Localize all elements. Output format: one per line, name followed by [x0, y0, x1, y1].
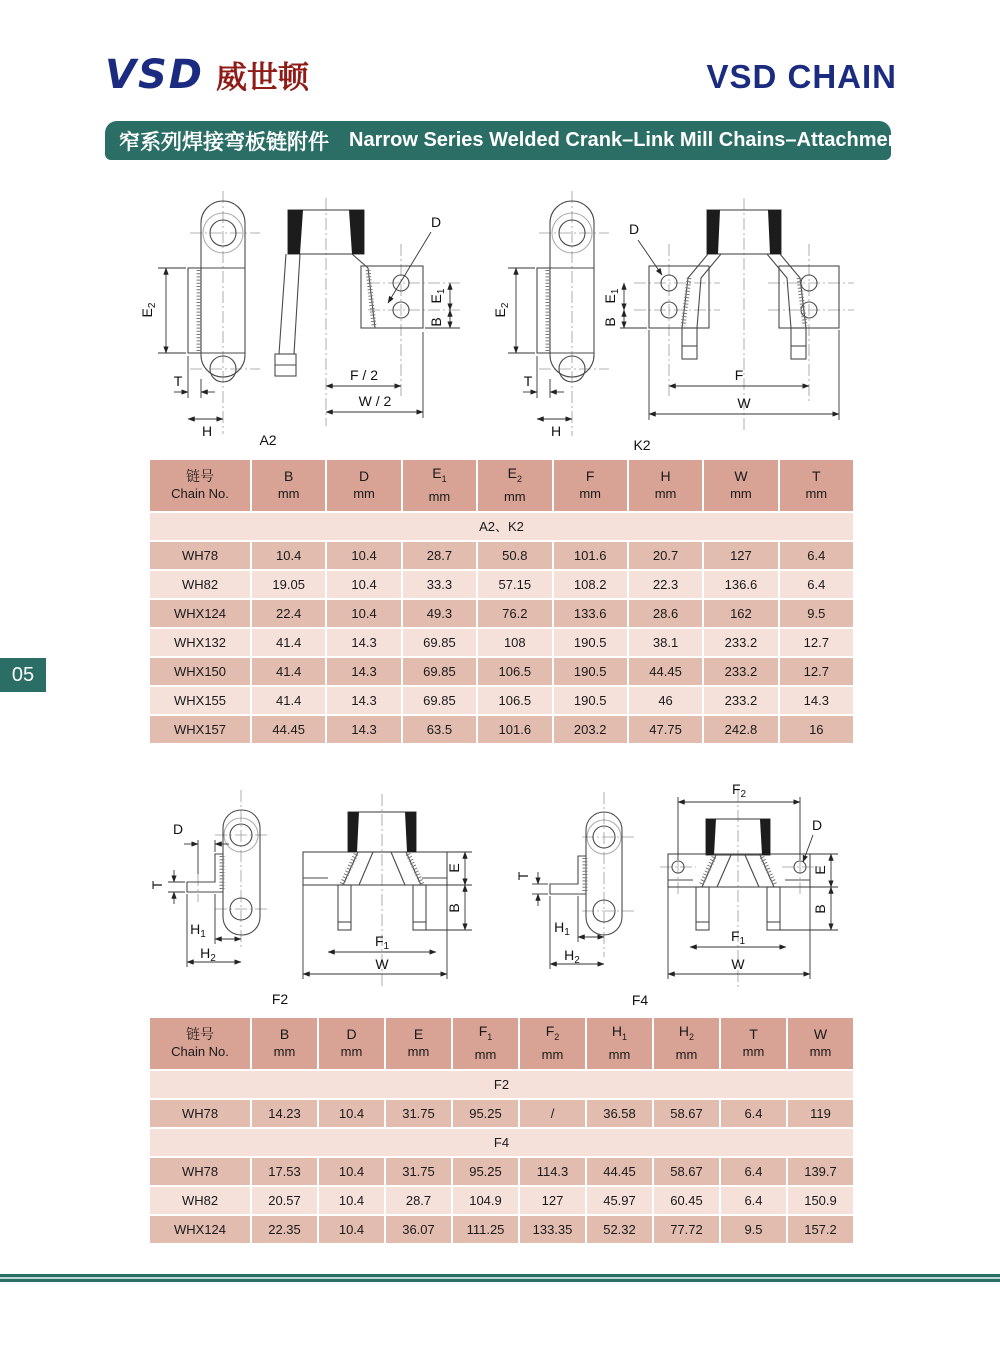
column-header: E mm	[386, 1018, 451, 1069]
data-row	[150, 571, 853, 598]
value-cell: 190.5	[554, 629, 627, 656]
dim-label-h: H	[201, 423, 213, 439]
value-cell: 106.5	[478, 687, 551, 714]
value-cell: 41.4	[252, 687, 325, 714]
data-row	[150, 600, 853, 627]
value-cell: 69.85	[403, 658, 476, 685]
value-cell: 9.5	[780, 600, 853, 627]
dim-label-t: T	[523, 373, 533, 389]
footer-rule	[0, 1274, 1000, 1282]
diagram-label-f2: F2	[271, 991, 289, 1007]
value-cell: 95.25	[453, 1100, 518, 1127]
value-cell: 20.7	[629, 542, 702, 569]
section-label: F2	[150, 1071, 853, 1098]
f4-diagram	[500, 772, 880, 1012]
value-cell: 22.3	[629, 571, 702, 598]
value-cell: 22.4	[252, 600, 325, 627]
value-cell: 77.72	[654, 1216, 719, 1243]
value-cell: 10.4	[319, 1216, 384, 1243]
value-cell: 242.8	[704, 716, 777, 743]
column-header: T mm	[721, 1018, 786, 1069]
value-cell: 31.75	[386, 1158, 451, 1185]
dim-label-f2: $F_2$	[731, 781, 747, 800]
dim-label-h1: $H_1$	[190, 921, 206, 940]
value-cell: 22.35	[252, 1216, 317, 1243]
dim-label-h2: $H_2$	[564, 947, 580, 966]
dim-label-d: D	[628, 221, 640, 237]
value-cell: 133.6	[554, 600, 627, 627]
section-banner	[105, 121, 918, 160]
value-cell: 58.67	[654, 1100, 719, 1127]
dim-label-w: W	[731, 956, 745, 972]
value-cell: 36.58	[587, 1100, 652, 1127]
value-cell: 14.3	[327, 716, 400, 743]
a2k2-spec-table	[148, 458, 855, 745]
value-cell: 69.85	[403, 687, 476, 714]
value-cell: 50.8	[478, 542, 551, 569]
value-cell: 6.4	[721, 1100, 786, 1127]
f2f4-spec-table	[148, 1016, 855, 1245]
value-cell: 57.15	[478, 571, 551, 598]
column-header: 链号 Chain No.	[150, 460, 250, 511]
value-cell: 20.57	[252, 1187, 317, 1214]
value-cell: 114.3	[520, 1158, 585, 1185]
value-cell: 12.7	[780, 629, 853, 656]
value-cell: 101.6	[554, 542, 627, 569]
dim-label-e1: $E_1$	[428, 288, 447, 304]
chain-no-cell: WHX150	[150, 658, 250, 685]
value-cell: 10.4	[319, 1100, 384, 1127]
logo-chinese-text: 威世顿	[215, 60, 309, 95]
dim-label-t: T	[515, 871, 531, 881]
value-cell: 10.4	[319, 1158, 384, 1185]
value-cell: 6.4	[721, 1187, 786, 1214]
data-row	[150, 658, 853, 685]
diagram-label-f4: F4	[631, 992, 649, 1008]
value-cell: 49.3	[403, 600, 476, 627]
dim-label-d: D	[811, 817, 823, 833]
value-cell: 47.75	[629, 716, 702, 743]
column-header: $F_2$ mm	[520, 1018, 585, 1069]
dim-label-b: B	[812, 904, 828, 914]
value-cell: 45.97	[587, 1187, 652, 1214]
data-row	[150, 1100, 853, 1127]
dimension-lines	[532, 797, 838, 979]
dimension-lines	[158, 232, 460, 419]
value-cell: 106.5	[478, 658, 551, 685]
header	[105, 52, 897, 98]
value-cell: 28.7	[386, 1187, 451, 1214]
vsd-logo	[105, 52, 309, 98]
dim-label-h1: $H_1$	[554, 919, 570, 938]
value-cell: 44.45	[252, 716, 325, 743]
dim-label-b: B	[428, 317, 444, 327]
section-row	[150, 1129, 853, 1156]
column-header: W mm	[704, 460, 777, 511]
value-cell: 63.5	[403, 716, 476, 743]
centerlines	[582, 790, 823, 987]
dim-label-b: B	[446, 903, 462, 913]
data-row	[150, 629, 853, 656]
value-cell: 19.05	[252, 571, 325, 598]
value-cell: 10.4	[327, 542, 400, 569]
value-cell: 76.2	[478, 600, 551, 627]
dim-label-t: T	[149, 880, 165, 890]
banner-title-cn: 窄系列焊接弯板链附件	[119, 130, 329, 154]
data-row	[150, 1158, 853, 1185]
value-cell: 52.32	[587, 1216, 652, 1243]
value-cell: 10.4	[327, 571, 400, 598]
value-cell: 46	[629, 687, 702, 714]
centerlines	[539, 191, 854, 436]
value-cell: 14.3	[780, 687, 853, 714]
brand-title: VSD CHAIN	[706, 58, 897, 95]
value-cell: 58.67	[654, 1158, 719, 1185]
centerlines	[190, 191, 460, 434]
f2-diagram	[130, 782, 500, 1012]
value-cell: 9.5	[721, 1216, 786, 1243]
value-cell: 104.9	[453, 1187, 518, 1214]
value-cell: 16	[780, 716, 853, 743]
dim-label-w: W	[375, 956, 389, 972]
diagram-label-k2: K2	[633, 437, 651, 453]
value-cell: 233.2	[704, 687, 777, 714]
value-cell: 133.35	[520, 1216, 585, 1243]
dim-label-f1: $F_1$	[374, 933, 390, 952]
value-cell: 6.4	[780, 571, 853, 598]
dim-label-f1: $F_1$	[730, 928, 746, 947]
value-cell: 14.3	[327, 658, 400, 685]
value-cell: 28.6	[629, 600, 702, 627]
column-header: W mm	[788, 1018, 853, 1069]
value-cell: 10.4	[319, 1187, 384, 1214]
value-cell: 101.6	[478, 716, 551, 743]
column-header: $H_1$ mm	[587, 1018, 652, 1069]
page-number-badge: 05	[0, 658, 46, 692]
chain-no-cell: WHX124	[150, 600, 250, 627]
chain-no-cell: WH82	[150, 1187, 250, 1214]
value-cell: /	[520, 1100, 585, 1127]
column-header: $E_2$ mm	[478, 460, 551, 511]
value-cell: 69.85	[403, 629, 476, 656]
data-row	[150, 542, 853, 569]
value-cell: 108	[478, 629, 551, 656]
value-cell: 95.25	[453, 1158, 518, 1185]
logo-text: VSD	[105, 52, 204, 98]
value-cell: 36.07	[386, 1216, 451, 1243]
dim-label-h2: $H_2$	[200, 945, 216, 964]
column-header: F mm	[554, 460, 627, 511]
column-header: D mm	[327, 460, 400, 511]
dim-label-e2: $E_2$	[139, 302, 158, 318]
value-cell: 157.2	[788, 1216, 853, 1243]
value-cell: 60.45	[654, 1187, 719, 1214]
data-row	[150, 716, 853, 743]
value-cell: 14.3	[327, 687, 400, 714]
value-cell: 14.23	[252, 1100, 317, 1127]
column-header: H mm	[629, 460, 702, 511]
value-cell: 10.4	[327, 600, 400, 627]
banner-title-en: Narrow Series Welded Crank–Link Mill Chains–Attachments	[349, 129, 918, 151]
value-cell: 6.4	[721, 1158, 786, 1185]
section-label: A2、K2	[150, 513, 853, 540]
column-header: T mm	[780, 460, 853, 511]
value-cell: 41.4	[252, 629, 325, 656]
value-cell: 162	[704, 600, 777, 627]
chain-no-cell: WH82	[150, 571, 250, 598]
section-row	[150, 1071, 853, 1098]
value-cell: 111.25	[453, 1216, 518, 1243]
value-cell: 119	[788, 1100, 853, 1127]
column-header: B mm	[252, 460, 325, 511]
value-cell: 33.3	[403, 571, 476, 598]
dimension-lines	[508, 240, 839, 420]
chain-no-cell: WHX157	[150, 716, 250, 743]
dim-label-w-half: W / 2	[358, 393, 392, 409]
dim-label-f-half: F / 2	[349, 367, 379, 383]
data-row	[150, 1187, 853, 1214]
column-header: 链号 Chain No.	[150, 1018, 250, 1069]
chain-no-cell: WHX124	[150, 1216, 250, 1243]
part-outline	[550, 812, 810, 935]
a2-diagram	[128, 186, 488, 451]
dim-label-d: D	[172, 821, 184, 837]
value-cell: 6.4	[780, 542, 853, 569]
value-cell: 41.4	[252, 658, 325, 685]
diagram-label-a2: A2	[259, 432, 277, 448]
column-header: $F_1$ mm	[453, 1018, 518, 1069]
dim-label-e2: $E_2$	[492, 302, 511, 318]
value-cell: 31.75	[386, 1100, 451, 1127]
value-cell: 190.5	[554, 658, 627, 685]
chain-no-cell: WH78	[150, 1100, 250, 1127]
dim-label-e1: $E_1$	[602, 288, 621, 304]
value-cell: 17.53	[252, 1158, 317, 1185]
dim-label-d: D	[430, 214, 442, 230]
chain-no-cell: WHX155	[150, 687, 250, 714]
chain-no-cell: WHX132	[150, 629, 250, 656]
value-cell: 44.45	[587, 1158, 652, 1185]
section-row	[150, 513, 853, 540]
value-cell: 233.2	[704, 629, 777, 656]
section-label: F4	[150, 1129, 853, 1156]
column-header: D mm	[319, 1018, 384, 1069]
chain-no-cell: WH78	[150, 1158, 250, 1185]
value-cell: 150.9	[788, 1187, 853, 1214]
value-cell: 14.3	[327, 629, 400, 656]
value-cell: 136.6	[704, 571, 777, 598]
dim-label-h: H	[550, 423, 562, 439]
k2-diagram	[492, 186, 892, 456]
value-cell: 139.7	[788, 1158, 853, 1185]
value-cell: 233.2	[704, 658, 777, 685]
value-cell: 108.2	[554, 571, 627, 598]
data-row	[150, 1216, 853, 1243]
value-cell: 12.7	[780, 658, 853, 685]
value-cell: 127	[704, 542, 777, 569]
column-header: $E_1$ mm	[403, 460, 476, 511]
column-header: B mm	[252, 1018, 317, 1069]
value-cell: 28.7	[403, 542, 476, 569]
dim-label-b: B	[602, 317, 618, 327]
dim-label-e: E	[812, 865, 828, 875]
data-row	[150, 687, 853, 714]
value-cell: 190.5	[554, 687, 627, 714]
dim-label-f: F	[734, 367, 744, 383]
chain-no-cell: WH78	[150, 542, 250, 569]
value-cell: 203.2	[554, 716, 627, 743]
dim-label-t: T	[173, 373, 183, 389]
dim-label-e: E	[446, 863, 462, 873]
table-header-row	[150, 1018, 853, 1069]
value-cell: 44.45	[629, 658, 702, 685]
dim-label-w: W	[737, 395, 751, 411]
value-cell: 38.1	[629, 629, 702, 656]
value-cell: 127	[520, 1187, 585, 1214]
table-header-row	[150, 460, 853, 511]
column-header: $H_2$ mm	[654, 1018, 719, 1069]
value-cell: 10.4	[252, 542, 325, 569]
